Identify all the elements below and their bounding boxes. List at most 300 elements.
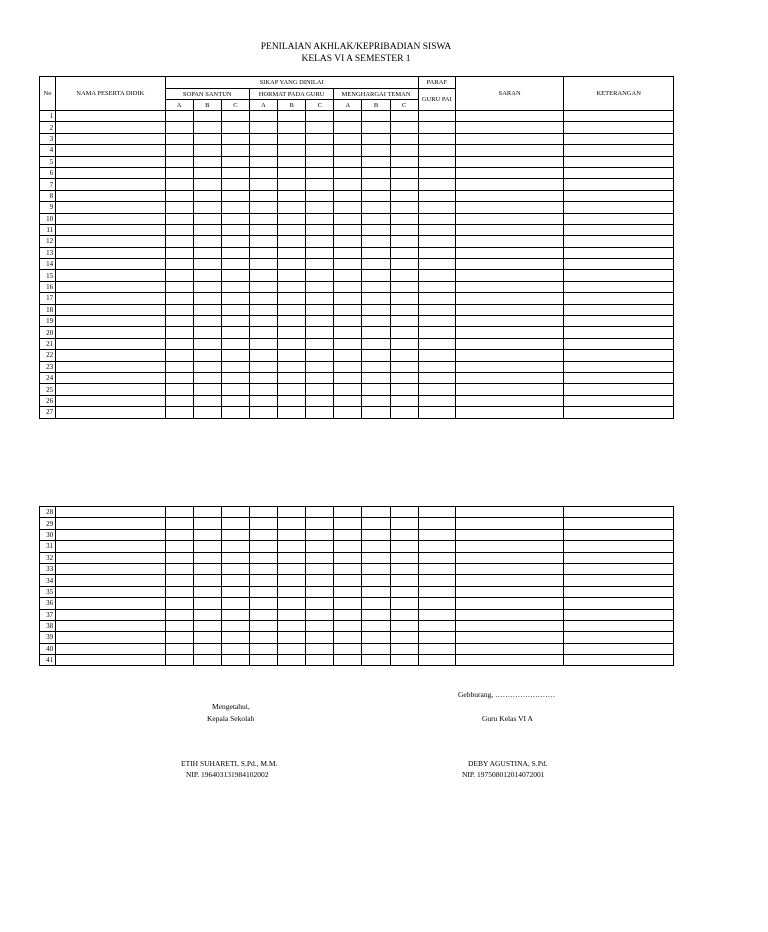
table-cell[interactable] [334,632,362,643]
table-cell[interactable] [56,632,166,643]
table-cell[interactable] [390,575,418,586]
table-cell[interactable] [56,655,166,666]
table-cell[interactable] [418,270,455,281]
table-cell[interactable] [278,145,306,156]
table-cell[interactable] [362,145,390,156]
table-cell[interactable] [221,179,249,190]
table-cell[interactable] [334,202,362,213]
table-cell[interactable] [56,338,166,349]
table-cell[interactable] [278,327,306,338]
table-cell[interactable] [390,609,418,620]
table-cell[interactable] [165,156,193,167]
table-cell[interactable] [249,384,277,395]
table-cell[interactable] [390,167,418,178]
table-cell[interactable] [56,133,166,144]
table-cell[interactable] [362,395,390,406]
table-cell[interactable] [455,293,564,304]
table-cell[interactable] [306,133,334,144]
table-cell[interactable] [56,259,166,270]
table-cell[interactable] [193,202,221,213]
table-cell[interactable] [564,270,674,281]
table-cell[interactable] [418,563,455,574]
table-cell[interactable] [278,111,306,122]
table-cell[interactable] [165,350,193,361]
table-cell[interactable] [362,270,390,281]
table-cell[interactable] [306,407,334,418]
table-cell[interactable] [418,224,455,235]
table-cell[interactable] [278,316,306,327]
table-cell[interactable] [334,384,362,395]
table-cell[interactable] [193,620,221,631]
table-cell[interactable] [390,586,418,597]
table-cell[interactable] [418,327,455,338]
table-cell[interactable] [390,293,418,304]
table-cell[interactable] [306,122,334,133]
table-cell[interactable] [221,156,249,167]
table-cell[interactable] [249,281,277,292]
table-cell[interactable] [306,316,334,327]
table-cell[interactable] [56,541,166,552]
table-cell[interactable] [306,541,334,552]
table-cell[interactable] [418,179,455,190]
table-cell[interactable] [165,361,193,372]
table-cell[interactable] [221,632,249,643]
table-cell[interactable] [564,518,674,529]
table-cell[interactable] [564,247,674,258]
table-cell[interactable] [362,350,390,361]
table-cell[interactable] [193,507,221,518]
table-cell[interactable] [249,213,277,224]
table-cell[interactable] [278,304,306,315]
table-cell[interactable] [249,361,277,372]
table-cell[interactable] [390,395,418,406]
table-cell[interactable] [334,259,362,270]
table-cell[interactable] [165,384,193,395]
table-cell[interactable] [362,361,390,372]
table-cell[interactable] [455,518,564,529]
table-cell[interactable] [455,167,564,178]
table-cell[interactable] [306,338,334,349]
table-cell[interactable] [193,541,221,552]
table-cell[interactable] [278,655,306,666]
table-cell[interactable] [165,133,193,144]
table-cell[interactable] [56,643,166,654]
table-cell[interactable] [390,224,418,235]
table-cell[interactable] [193,350,221,361]
table-cell[interactable] [390,338,418,349]
table-cell[interactable] [564,190,674,201]
table-cell[interactable] [362,338,390,349]
table-cell[interactable] [193,167,221,178]
table-cell[interactable] [221,541,249,552]
table-cell[interactable] [418,575,455,586]
table-cell[interactable] [306,202,334,213]
table-cell[interactable] [278,259,306,270]
table-cell[interactable] [334,372,362,383]
table-cell[interactable] [221,202,249,213]
table-cell[interactable] [334,643,362,654]
table-cell[interactable] [306,507,334,518]
table-cell[interactable] [362,529,390,540]
table-cell[interactable] [249,541,277,552]
table-cell[interactable] [362,507,390,518]
table-cell[interactable] [334,552,362,563]
table-cell[interactable] [306,632,334,643]
table-cell[interactable] [390,111,418,122]
table-cell[interactable] [165,190,193,201]
table-cell[interactable] [418,247,455,258]
table-cell[interactable] [56,179,166,190]
table-cell[interactable] [362,575,390,586]
table-cell[interactable] [564,167,674,178]
table-cell[interactable] [193,316,221,327]
table-cell[interactable] [362,541,390,552]
table-cell[interactable] [418,133,455,144]
table-cell[interactable] [193,111,221,122]
table-cell[interactable] [390,620,418,631]
table-cell[interactable] [278,270,306,281]
table-cell[interactable] [278,507,306,518]
table-cell[interactable] [418,236,455,247]
table-cell[interactable] [278,586,306,597]
table-cell[interactable] [418,338,455,349]
table-cell[interactable] [362,609,390,620]
table-cell[interactable] [306,281,334,292]
table-cell[interactable] [249,338,277,349]
table-cell[interactable] [564,213,674,224]
table-cell[interactable] [56,236,166,247]
table-cell[interactable] [564,395,674,406]
table-cell[interactable] [278,620,306,631]
table-cell[interactable] [249,407,277,418]
table-cell[interactable] [564,202,674,213]
table-cell[interactable] [362,552,390,563]
table-cell[interactable] [56,384,166,395]
table-cell[interactable] [56,598,166,609]
table-cell[interactable] [221,609,249,620]
table-cell[interactable] [455,372,564,383]
table-cell[interactable] [455,620,564,631]
table-cell[interactable] [564,586,674,597]
table-cell[interactable] [564,529,674,540]
table-cell[interactable] [165,281,193,292]
table-cell[interactable] [306,598,334,609]
table-cell[interactable] [455,327,564,338]
table-cell[interactable] [193,304,221,315]
table-cell[interactable] [418,293,455,304]
table-cell[interactable] [56,552,166,563]
table-cell[interactable] [249,655,277,666]
table-cell[interactable] [165,507,193,518]
table-cell[interactable] [362,407,390,418]
table-cell[interactable] [418,167,455,178]
table-cell[interactable] [165,529,193,540]
table-cell[interactable] [306,361,334,372]
table-cell[interactable] [564,179,674,190]
table-cell[interactable] [334,167,362,178]
table-cell[interactable] [278,518,306,529]
table-cell[interactable] [306,620,334,631]
table-cell[interactable] [249,167,277,178]
table-cell[interactable] [278,133,306,144]
table-cell[interactable] [362,259,390,270]
table-cell[interactable] [278,541,306,552]
table-cell[interactable] [455,179,564,190]
table-cell[interactable] [278,213,306,224]
table-cell[interactable] [455,643,564,654]
table-cell[interactable] [193,395,221,406]
table-cell[interactable] [564,281,674,292]
table-cell[interactable] [278,122,306,133]
table-cell[interactable] [221,236,249,247]
table-cell[interactable] [306,304,334,315]
table-cell[interactable] [564,552,674,563]
table-cell[interactable] [221,643,249,654]
table-cell[interactable] [306,224,334,235]
table-cell[interactable] [390,541,418,552]
table-cell[interactable] [362,202,390,213]
table-cell[interactable] [418,407,455,418]
table-cell[interactable] [390,247,418,258]
table-cell[interactable] [165,259,193,270]
table-cell[interactable] [278,236,306,247]
table-cell[interactable] [455,361,564,372]
table-cell[interactable] [249,111,277,122]
table-cell[interactable] [249,632,277,643]
table-cell[interactable] [193,156,221,167]
table-cell[interactable] [165,304,193,315]
table-cell[interactable] [249,190,277,201]
table-cell[interactable] [306,179,334,190]
table-cell[interactable] [362,213,390,224]
table-cell[interactable] [334,563,362,574]
table-cell[interactable] [564,609,674,620]
table-cell[interactable] [306,384,334,395]
table-cell[interactable] [362,327,390,338]
table-cell[interactable] [362,598,390,609]
table-cell[interactable] [56,327,166,338]
table-cell[interactable] [306,529,334,540]
table-cell[interactable] [193,179,221,190]
table-cell[interactable] [165,236,193,247]
table-cell[interactable] [390,563,418,574]
table-cell[interactable] [334,122,362,133]
table-cell[interactable] [165,327,193,338]
table-cell[interactable] [334,609,362,620]
table-cell[interactable] [249,507,277,518]
table-cell[interactable] [306,655,334,666]
table-cell[interactable] [564,236,674,247]
table-cell[interactable] [564,541,674,552]
table-cell[interactable] [306,270,334,281]
table-cell[interactable] [334,213,362,224]
table-cell[interactable] [334,620,362,631]
table-cell[interactable] [193,236,221,247]
table-cell[interactable] [564,156,674,167]
table-cell[interactable] [249,133,277,144]
table-cell[interactable] [455,316,564,327]
table-cell[interactable] [390,259,418,270]
table-cell[interactable] [362,518,390,529]
table-cell[interactable] [221,507,249,518]
table-cell[interactable] [334,541,362,552]
table-cell[interactable] [455,407,564,418]
table-cell[interactable] [193,552,221,563]
table-cell[interactable] [334,586,362,597]
table-cell[interactable] [249,552,277,563]
table-cell[interactable] [165,620,193,631]
table-cell[interactable] [418,259,455,270]
table-cell[interactable] [193,407,221,418]
table-cell[interactable] [306,236,334,247]
table-cell[interactable] [165,224,193,235]
table-cell[interactable] [455,586,564,597]
table-cell[interactable] [165,179,193,190]
table-cell[interactable] [165,655,193,666]
table-cell[interactable] [221,190,249,201]
table-cell[interactable] [56,202,166,213]
table-cell[interactable] [56,316,166,327]
table-cell[interactable] [56,213,166,224]
table-cell[interactable] [278,167,306,178]
table-cell[interactable] [334,224,362,235]
table-cell[interactable] [193,338,221,349]
table-cell[interactable] [455,598,564,609]
table-cell[interactable] [221,270,249,281]
table-cell[interactable] [334,133,362,144]
table-cell[interactable] [362,122,390,133]
table-cell[interactable] [564,507,674,518]
table-cell[interactable] [165,247,193,258]
table-cell[interactable] [564,145,674,156]
table-cell[interactable] [564,327,674,338]
table-cell[interactable] [334,518,362,529]
table-cell[interactable] [564,304,674,315]
table-cell[interactable] [193,518,221,529]
table-cell[interactable] [249,259,277,270]
table-cell[interactable] [564,407,674,418]
table-cell[interactable] [455,529,564,540]
table-cell[interactable] [334,598,362,609]
table-cell[interactable] [278,407,306,418]
table-cell[interactable] [564,122,674,133]
table-cell[interactable] [455,552,564,563]
table-cell[interactable] [56,304,166,315]
table-cell[interactable] [306,518,334,529]
table-cell[interactable] [362,316,390,327]
table-cell[interactable] [249,224,277,235]
table-cell[interactable] [418,122,455,133]
table-cell[interactable] [221,552,249,563]
table-cell[interactable] [56,372,166,383]
table-cell[interactable] [390,281,418,292]
table-cell[interactable] [165,202,193,213]
table-cell[interactable] [306,643,334,654]
table-cell[interactable] [334,327,362,338]
table-cell[interactable] [390,372,418,383]
table-cell[interactable] [362,236,390,247]
table-cell[interactable] [165,407,193,418]
table-cell[interactable] [221,327,249,338]
table-cell[interactable] [564,133,674,144]
table-cell[interactable] [418,655,455,666]
table-cell[interactable] [221,407,249,418]
table-cell[interactable] [306,563,334,574]
table-cell[interactable] [249,529,277,540]
table-cell[interactable] [165,518,193,529]
table-cell[interactable] [455,507,564,518]
table-cell[interactable] [362,563,390,574]
table-cell[interactable] [56,281,166,292]
table-cell[interactable] [56,224,166,235]
table-cell[interactable] [165,563,193,574]
table-cell[interactable] [455,541,564,552]
table-cell[interactable] [564,632,674,643]
table-cell[interactable] [455,111,564,122]
table-cell[interactable] [221,586,249,597]
table-cell[interactable] [306,190,334,201]
table-cell[interactable] [221,111,249,122]
table-cell[interactable] [390,361,418,372]
table-cell[interactable] [418,190,455,201]
table-cell[interactable] [193,575,221,586]
table-cell[interactable] [193,133,221,144]
table-cell[interactable] [306,293,334,304]
table-cell[interactable] [193,361,221,372]
table-cell[interactable] [455,145,564,156]
table-cell[interactable] [249,586,277,597]
table-cell[interactable] [455,384,564,395]
table-cell[interactable] [249,202,277,213]
table-cell[interactable] [362,156,390,167]
table-cell[interactable] [390,202,418,213]
table-cell[interactable] [193,213,221,224]
table-cell[interactable] [193,632,221,643]
table-cell[interactable] [362,190,390,201]
table-cell[interactable] [362,655,390,666]
table-cell[interactable] [390,122,418,133]
table-cell[interactable] [56,247,166,258]
table-cell[interactable] [193,384,221,395]
table-cell[interactable] [165,395,193,406]
table-cell[interactable] [362,247,390,258]
table-cell[interactable] [564,372,674,383]
table-cell[interactable] [278,350,306,361]
table-cell[interactable] [56,361,166,372]
table-cell[interactable] [221,304,249,315]
table-cell[interactable] [390,407,418,418]
table-cell[interactable] [418,350,455,361]
table-cell[interactable] [221,316,249,327]
table-cell[interactable] [221,350,249,361]
table-cell[interactable] [193,224,221,235]
table-cell[interactable] [306,350,334,361]
table-cell[interactable] [455,213,564,224]
table-cell[interactable] [165,552,193,563]
table-cell[interactable] [278,372,306,383]
table-cell[interactable] [334,529,362,540]
table-cell[interactable] [221,372,249,383]
table-cell[interactable] [418,384,455,395]
table-cell[interactable] [193,372,221,383]
table-cell[interactable] [193,598,221,609]
table-cell[interactable] [564,350,674,361]
table-cell[interactable] [193,529,221,540]
table-cell[interactable] [56,563,166,574]
table-cell[interactable] [362,586,390,597]
table-cell[interactable] [390,316,418,327]
table-cell[interactable] [455,236,564,247]
